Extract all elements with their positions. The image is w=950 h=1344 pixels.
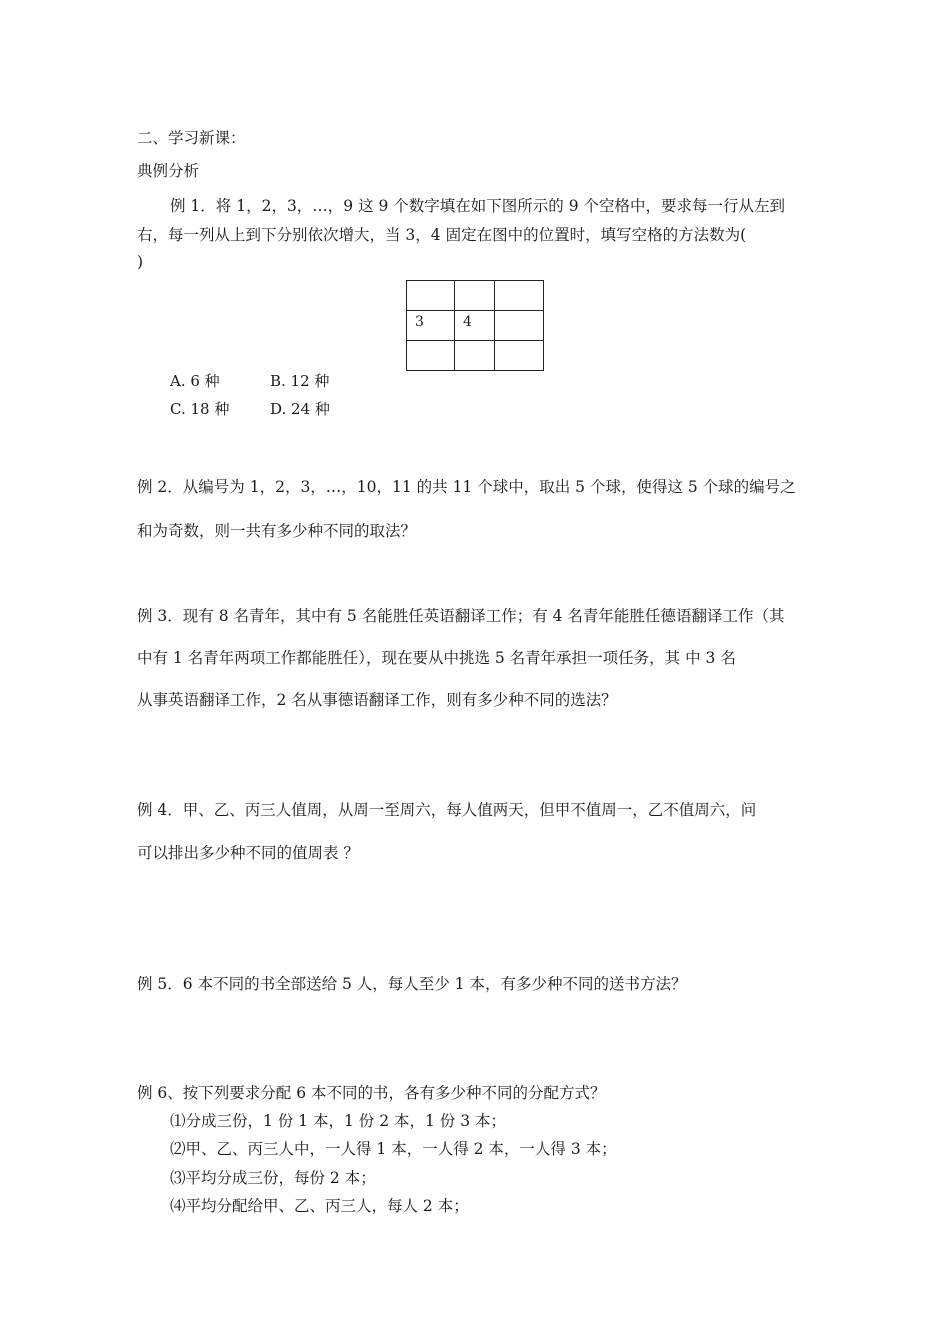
option-c: C. 18 种: [170, 400, 230, 418]
example-1-line-2: 右，每一列从上到下分别依次增大，当 3，4 固定在图中的位置时，填写空格的方法数为(: [137, 226, 747, 244]
number-grid: [406, 280, 544, 371]
grid-cell: [455, 341, 495, 371]
grid-cell: [455, 281, 495, 311]
grid-cell: [495, 341, 544, 371]
option-b: B. 12 种: [270, 372, 330, 390]
example-2-line-2: 和为奇数，则一共有多少种不同的取法？: [137, 522, 417, 540]
option-d: D. 24 种: [270, 400, 330, 418]
example-6-item-4: ⑷平均分配给甲、乙、丙三人，每人 2 本；: [170, 1197, 469, 1215]
example-1-line-1: 例 1．将 1，2，3，…，9 这 9 个数字填在如下图所示的 9 个空格中，要求每一行从左到: [170, 197, 786, 215]
section-title: 二、学习新课：: [137, 129, 246, 147]
example-4-line-1: 例 4．甲、乙、丙三人值周，从周一至周六，每人值两天，但甲不值周一，乙不值周六，问: [137, 801, 757, 819]
grid-cell: [407, 281, 455, 311]
example-6-item-1: ⑴分成三份，1 份 1 本，1 份 2 本，1 份 3 本；: [170, 1112, 507, 1130]
example-3-line-3: 从事英语翻译工作，2 名从事德语翻译工作，则有多少种不同的选法？: [137, 691, 617, 709]
subsection-title: 典例分析: [137, 162, 200, 180]
grid-cell: 4: [455, 311, 495, 341]
example-5-line-1: 例 5．6 本不同的书全部送给 5 人，每人至少 1 本，有多少种不同的送书方法？: [137, 975, 687, 993]
example-2-line-1: 例 2．从编号为 1，2，3，…，10，11 的共 11 个球中，取出 5 个球，使得这 5 个球的编号之: [137, 478, 796, 496]
grid-cell: 3: [407, 311, 455, 341]
example-3-line-2: 中有 1 名青年两项工作都能胜任），现在要从中挑选 5 名青年承担一项任务，其 中 3 名: [137, 649, 736, 667]
example-6-item-3: ⑶平均分成三份，每份 2 本；: [170, 1169, 376, 1187]
example-3-line-1: 例 3．现有 8 名青年，其中有 5 名能胜任英语翻译工作；有 4 名青年能胜任德语翻译工作（其: [137, 607, 785, 625]
grid-cell: [495, 311, 544, 341]
example-4-line-2: 可以排出多少种不同的值周表 ？: [137, 844, 359, 862]
option-a: A. 6 种: [170, 372, 220, 390]
grid-cell: [495, 281, 544, 311]
example-1-line-3: ): [137, 253, 144, 271]
example-6-line-1: 例 6、按下列要求分配 6 本不同的书，各有多少种不同的分配方式？: [137, 1084, 606, 1102]
grid-cell: [407, 341, 455, 371]
example-6-item-2: ⑵甲、乙、丙三人中，一人得 1 本，一人得 2 本，一人得 3 本；: [170, 1140, 617, 1158]
